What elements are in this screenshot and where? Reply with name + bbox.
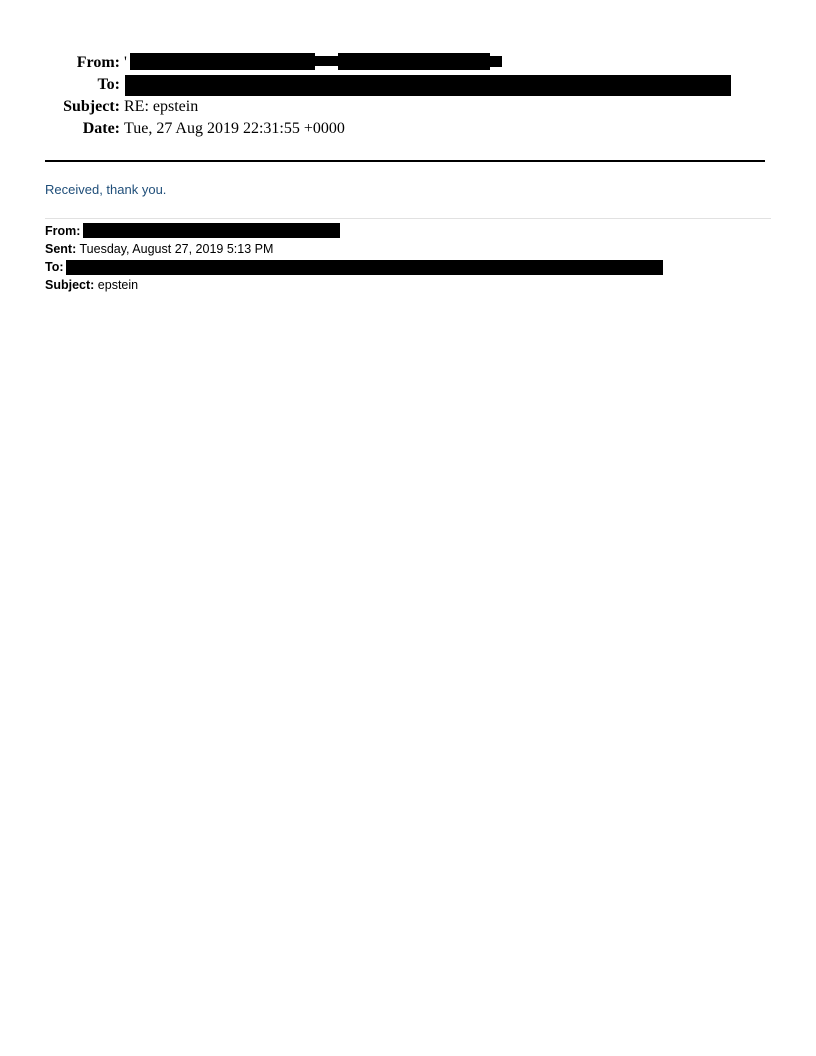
header-from-prefix: ' (124, 54, 127, 71)
redaction-block (130, 53, 315, 70)
original-from-label: From: (45, 224, 81, 238)
original-subject-label: Subject: (45, 278, 95, 292)
reply-text: Received, thank you. (45, 182, 167, 197)
message-divider (45, 218, 771, 219)
original-sent-row (45, 240, 273, 258)
original-to-row (45, 258, 64, 276)
original-from-row (45, 222, 80, 240)
header-date-value: Tue, 27 Aug 2019 22:31:55 +0000 (124, 120, 345, 137)
original-sent-value: Tuesday, August 27, 2019 5:13 PM (79, 242, 274, 256)
redaction-block (125, 75, 731, 96)
redaction-block (338, 53, 490, 70)
header-divider (45, 160, 765, 162)
redaction-block (487, 56, 502, 67)
original-sent-label: Sent: (45, 242, 77, 256)
header-subject-row (0, 96, 816, 118)
header-to-label: To: (97, 76, 120, 93)
header-date-row (0, 118, 816, 140)
header-subject-label: Subject: (63, 98, 120, 115)
header-from-label: From: (76, 54, 120, 71)
header-subject-value: RE: epstein (124, 98, 199, 115)
original-subject-value: epstein (97, 278, 139, 292)
redaction-block (66, 260, 663, 275)
header-date-label: Date: (82, 120, 120, 137)
original-to-label: To: (45, 260, 64, 274)
redaction-block (83, 223, 340, 238)
original-subject-row (45, 276, 138, 294)
